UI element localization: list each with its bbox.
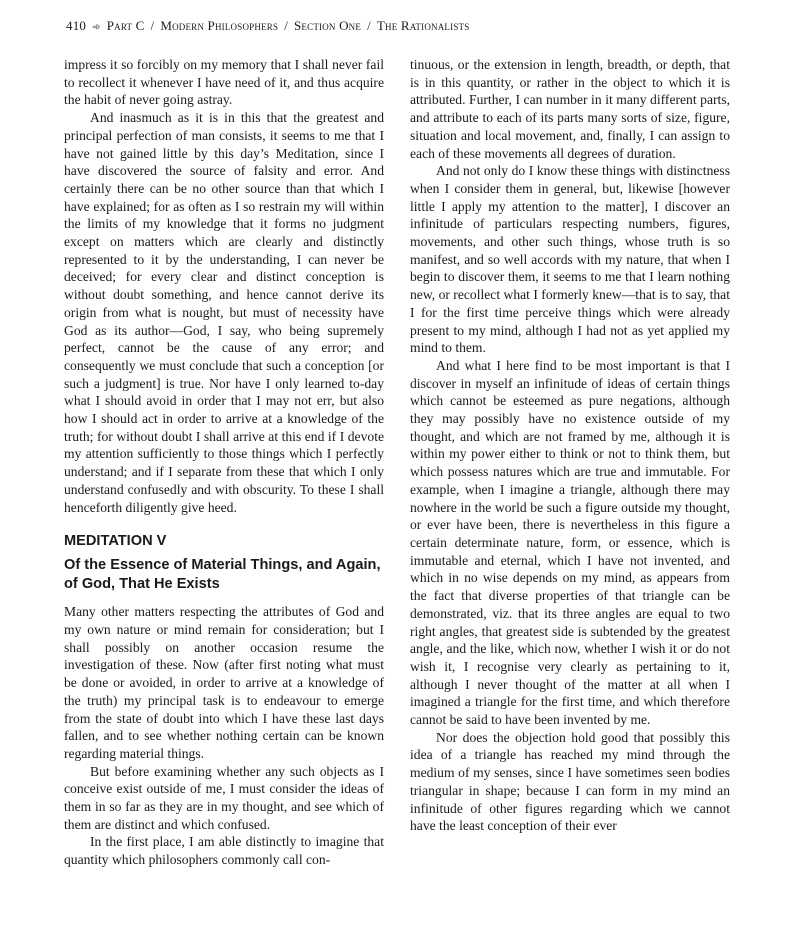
- header-separator: /: [150, 18, 155, 33]
- paragraph: And what I here find to be most important is that I discover in myself an infinitude of ideas of certain things which cannot be esteemed as pure negations, although they may possibly have no existence outside of my thought, and which are not framed by me, although it is within my power either to think or not to think them, but which possess natures which are true and immutable. For example, when I imagine a triangle, although there may nowhere in the world be such a figure outside my thought, or ever have been, there is nevertheless in this figure a certain determinate nature, form, or essence, which is immutable and eternal, which I have not invented, and which in no wise depends on my mind, as appears from the fact that diverse properties of that triangle can be demonstrated, viz. that its three angles are equal to two right angles, that greatest side is subtended by the greatest angle, and the like, which now, whether I wish it or do not wish it, I recognise very clearly as pertaining to it, although I never thought of the matter at all when I imagined a triangle for the first time, and which therefore cannot be said to have been invented by me.: [410, 357, 730, 728]
- running-header: [66, 18, 746, 38]
- arrow-icon: ➾: [92, 22, 101, 33]
- paragraph: And not only do I know these things with distinctness when I consider them in general, but, likewise [however little I apply my attention to the matter], I discover an infinitude of particulars respecting numbers, figures, movements, and other such things, whose truth is so manifest, and so well accords with my nature, that when I begin to discover them, it seems to me that I learn nothing new, or recollect what I formerly knew—that is to say, that I for the first time perceive things which were already present to my mind, although I had not as yet applied my mind to them.: [410, 163, 730, 356]
- meditation-heading: MEDITATION V: [64, 533, 167, 550]
- left-column: [64, 56, 384, 869]
- header-section: Section One: [294, 18, 362, 33]
- header-separator: /: [367, 18, 371, 33]
- paragraph: impress it so forcibly on my memory that I shall never fail to recollect it whenever I have need of it, and thus acquire the habit of never going astray.: [64, 57, 384, 108]
- paragraph: tinuous, or the extension in length, breadth, or depth, that is in this quantity, or rather in the object to which it is attributed. Further, I can number in it many different parts, and attribute to each of its parts many sorts of size, figure, situation and local movement, and, finally, I can assign to each of these movements all degrees of duration.: [410, 57, 730, 161]
- header-separator: /: [284, 18, 288, 33]
- header-book: Modern Philosophers: [160, 18, 279, 33]
- right-column: [410, 56, 730, 835]
- paragraph: But before examining whether any such objects as I conceive exist outside of me, I must consider the ideas of them in so far as they are in my thought, and see which of them are distinct and which confused.: [64, 763, 384, 832]
- paragraph: Nor does the objection hold good that possibly this idea of a triangle has reached my mind through the medium of my senses, since I have sometimes seen bodies triangular in shape; because I can form in my mind an infinitude of other figures regarding which we cannot have the least conception of their ever: [410, 729, 730, 834]
- paragraph: Many other matters respecting the attributes of God and my own nature or mind remain for consideration; but I shall possibly on another occasion resume the investigation of these. Now (after first noting what must be done or avoided, in order to arrive at a knowledge of the truth) my principal task is to endeavour to emerge from the state of doubt into which I have these last days fallen, and to see whether nothing certain can be known regarding material things.: [64, 604, 384, 761]
- paragraph: And inasmuch as it is in this that the greatest and principal perfection of man consists, it seems to me that I have not gained little by this day’s Meditation, since I have discovered the source of falsity and error. And certainly there can be no other source than that which I have explained; for as often as I so restrain my will within the limits of my knowledge that it forms no judgment except on matters which are clearly and distinctly represented to it by the understanding, I can never be deceived; for every clear and distinct conception is without doubt something, and hence cannot derive its origin from what is nought, but must of necessity have God as its author—God, I say, who being supremely perfect, cannot be the cause of any error; and consequently we must conclude that such a conception [or such a judgment] is true. Nor have I only learned to-day what I should avoid in order that I may not err, but also how I should act in order to arrive at a knowledge of the truth; for without doubt I shall arrive at this end if I devote my attention sufficiently to those things which I perfectly understand; and if I separate from these that which I only understand confusedly and with obscurity. To these I shall henceforth diligently give heed.: [64, 110, 384, 515]
- header-part: Part C: [106, 18, 145, 33]
- header-chapter: The Rationalists: [376, 18, 470, 33]
- meditation-subtitle: Of the Essence of Material Things, and Again, of God, That He Exists: [64, 557, 381, 592]
- paragraph: In the first place, I am able distinctly to imagine that quantity which philosophers commonly call con-: [64, 834, 384, 868]
- page-number: 410: [66, 18, 87, 33]
